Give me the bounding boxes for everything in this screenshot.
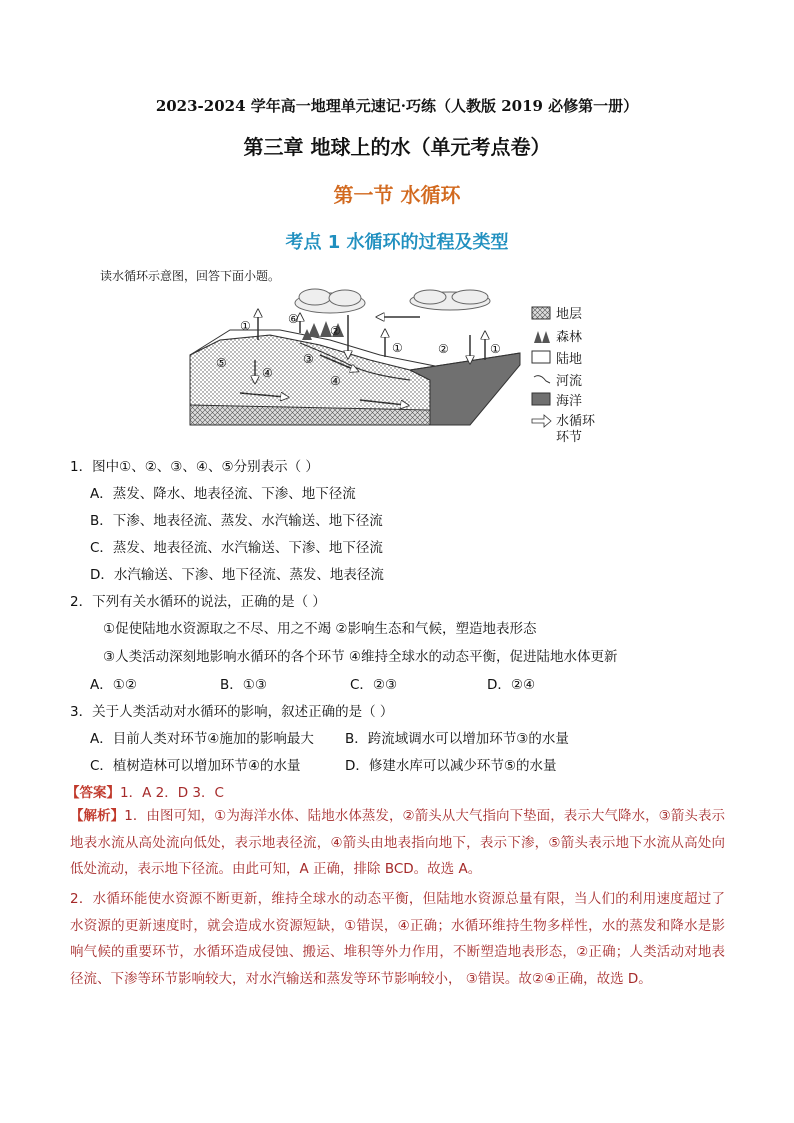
label-2-right: ② xyxy=(438,342,449,356)
q3-stem: 3．关于人类活动对水循环的影响，叙述正确的是（ ） xyxy=(70,704,394,720)
series-title: 2023-2024 学年高一地理单元速记·巧练（人教版 2019 必修第一册） xyxy=(155,97,639,115)
analysis-paragraph-1 xyxy=(70,803,725,883)
q3-option-b[interactable]: B．跨流域调水可以增加环节③的水量 xyxy=(345,731,569,747)
label-1-mid: ① xyxy=(392,341,403,355)
legend-cycle: 水循环 xyxy=(556,414,596,429)
legend-land: 陆地 xyxy=(556,352,583,367)
label-3: ③ xyxy=(303,352,314,366)
section-title: 第一节 水循环 xyxy=(333,183,461,207)
intro-text: 读水循环示意图，回答下面小题。 xyxy=(100,269,281,283)
label-4: ④ xyxy=(262,366,273,380)
q2-option-d[interactable]: D．②④ xyxy=(487,677,536,693)
strata-icon xyxy=(532,307,550,319)
label-5: ⑤ xyxy=(216,356,227,370)
legend-river: 河流 xyxy=(556,374,583,389)
q1-stem: 1．图中①、②、③、④、⑤分别表示（ ） xyxy=(70,459,319,475)
analysis-tag: 【解析】 xyxy=(70,808,125,824)
arrow-icon xyxy=(532,415,551,427)
q1-option-d[interactable]: D．水汽输送、下渗、地下径流、蒸发、地表径流 xyxy=(90,567,384,583)
water-cycle-diagram xyxy=(180,285,610,450)
legend-strata: 地层 xyxy=(556,307,583,322)
q2-statement-1: ①促使陆地水资源取之不尽、用之不竭 ②影响生态和气候，塑造地表形态 xyxy=(103,621,537,637)
river-icon xyxy=(534,376,550,383)
ocean-icon xyxy=(532,393,550,405)
forest-icon xyxy=(534,331,550,343)
label-1-right: ① xyxy=(490,342,501,356)
legend xyxy=(532,306,596,445)
label-1-left: ① xyxy=(240,319,251,333)
q3-option-a[interactable]: A．目前人类对环节④施加的影响最大 xyxy=(90,731,314,747)
label-4-b: ④ xyxy=(330,374,341,388)
answer-line xyxy=(66,781,224,801)
cloud-right xyxy=(410,290,490,310)
q2-option-a[interactable]: A．①② xyxy=(90,677,137,693)
q2-option-b[interactable]: B．①③ xyxy=(220,677,267,693)
label-2-mid: ② xyxy=(330,324,341,338)
q2-option-c[interactable]: C．②③ xyxy=(350,677,398,693)
legend-cycle-2: 环节 xyxy=(556,430,583,445)
answer-tag: 【答案】 xyxy=(66,785,120,801)
q1-option-c[interactable]: C．蒸发、地表径流、水汽输送、下渗、地下径流 xyxy=(90,540,383,556)
q2-statement-2: ③人类活动深刻地影响水循环的各个环节 ④维持全球水的动态平衡，促进陆地水体更新 xyxy=(103,649,618,665)
topic-title: 考点 1 水循环的过程及类型 xyxy=(285,232,509,253)
land-icon xyxy=(532,351,550,363)
q3-option-d[interactable]: D．修建水库可以减少环节⑤的水量 xyxy=(345,758,557,774)
cloud-left xyxy=(295,289,365,313)
analysis-paragraph-2 xyxy=(70,886,725,992)
q1-option-a[interactable]: A．蒸发、降水、地表径流、下渗、地下径流 xyxy=(90,486,356,502)
chapter-title: 第三章 地球上的水（单元考点卷） xyxy=(243,135,551,159)
q3-option-c[interactable]: C．植树造林可以增加环节④的水量 xyxy=(90,758,301,774)
q2-stem: 2．下列有关水循环的说法，正确的是（ ） xyxy=(70,594,326,610)
answer-text: 1．A 2．D 3．C xyxy=(120,785,224,801)
analysis-text-2: 2．水循环能使水资源不断更新，维持全球水的动态平衡，但陆地水资源总量有限，当人们的利用速度超过了水资源的更新速度时，就会造成水资源短缺，①错误，④正确；水循环维持生物多样性，水的蒸发和降水是影响气候的重要环节，水循环造成侵蚀、搬运、堆积等外力作用，不断塑造地表形态，②正确；人类活动对地表径流、下渗等环节影响较大，对水汽输送和蒸发等环节影响较小， ③错误。故②④正确，故选 D。 xyxy=(70,891,725,987)
analysis-text-1: 1．由图可知，①为海洋水体、陆地水体蒸发，②箭头从大气指向下垫面，表示大气降水，③箭头表示地表水流从高处流向低处，表示地表径流，④箭头由地表指向地下，表示下渗，⑤箭头表示地下水流从高处向低处流动，表示地下径流。由此可知，A 正确，排除 BCD。故选 A。 xyxy=(70,808,725,877)
q1-option-b[interactable]: B．下渗、地表径流、蒸发、水汽输送、地下径流 xyxy=(90,513,383,529)
legend-ocean: 海洋 xyxy=(556,394,583,409)
label-6: ⑥ xyxy=(288,312,299,326)
legend-forest: 森林 xyxy=(556,330,583,345)
